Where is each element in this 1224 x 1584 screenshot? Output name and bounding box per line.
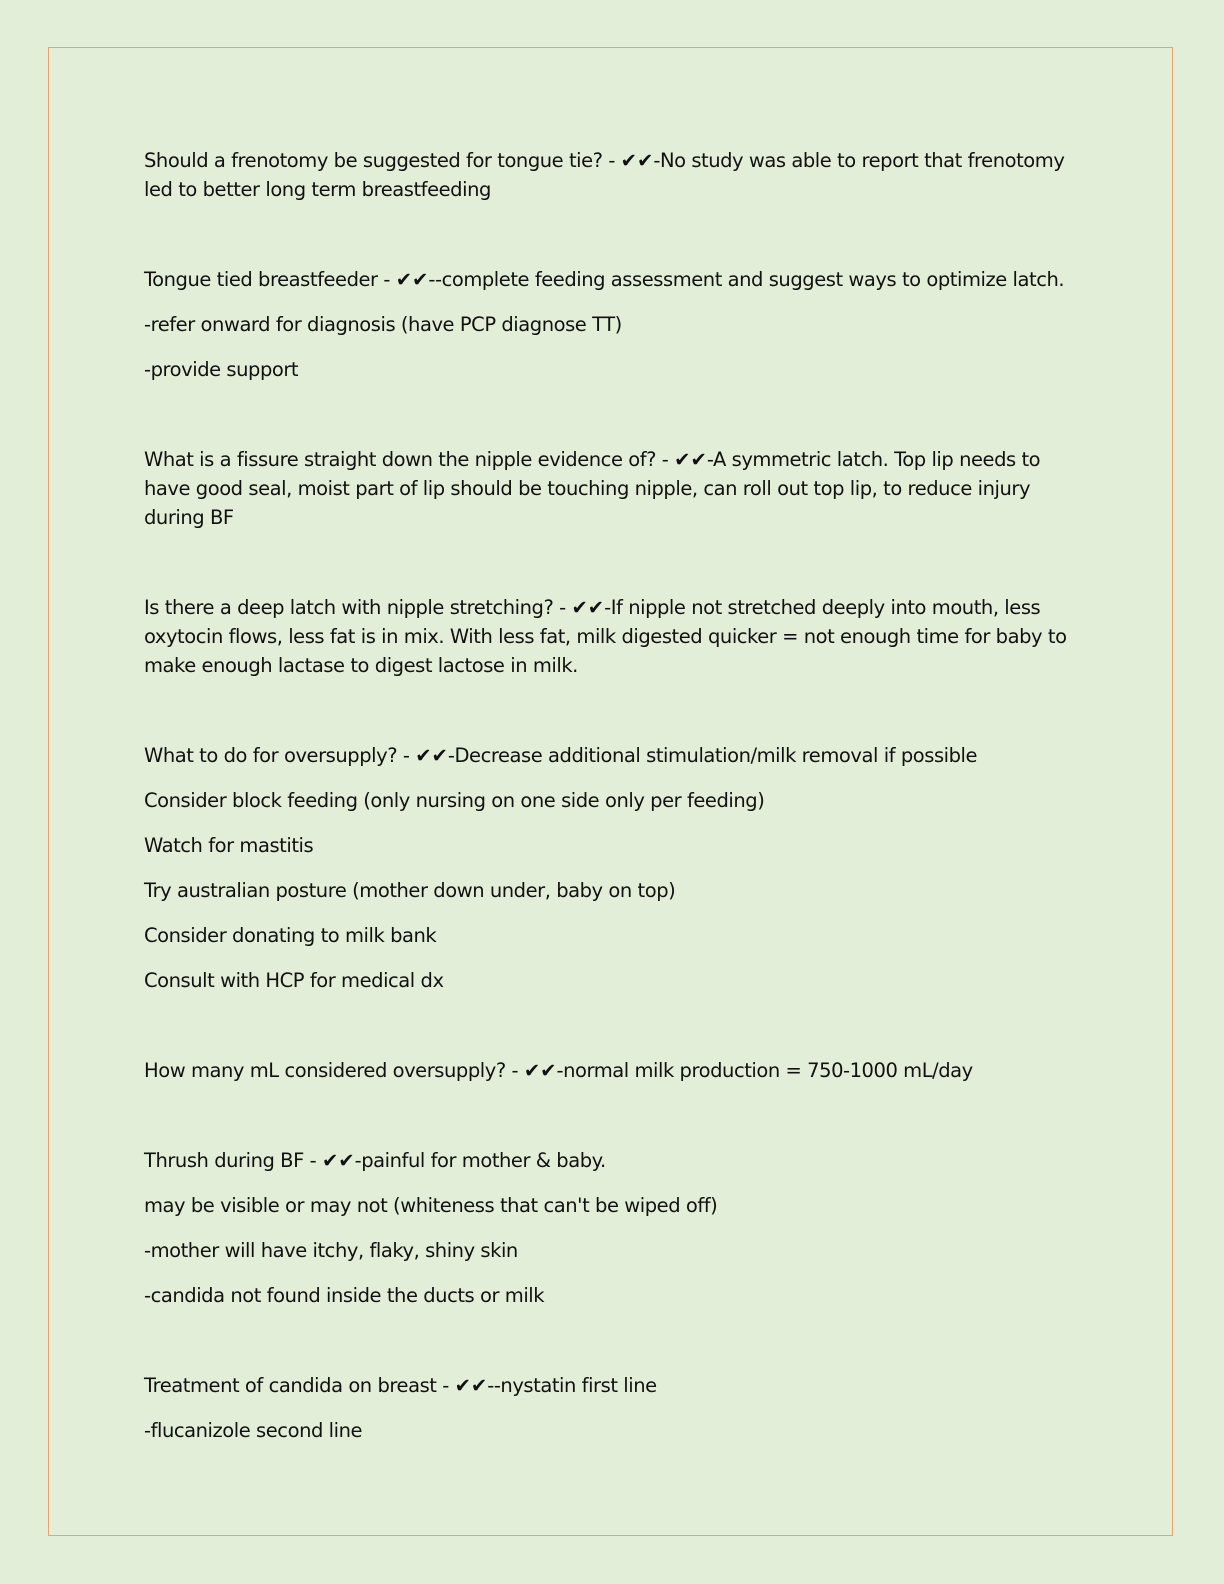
- check-mark-icon: ✔✔: [395, 268, 429, 291]
- flashcard: [144, 1146, 1084, 1310]
- flashcard: [144, 146, 1084, 204]
- question-text: How many mL considered oversupply? -: [144, 1059, 524, 1082]
- answer-prefix: -: [604, 596, 611, 619]
- question-text: Should a frenotomy be suggested for tongue tie? -: [144, 149, 621, 172]
- card-spacer: [144, 696, 1084, 741]
- question-text: What is a fissure straight down the nipple evidence of? -: [144, 448, 675, 471]
- flashcard-first-line: [144, 146, 1084, 204]
- card-spacer: [144, 1101, 1084, 1146]
- answer-line: -flucanizole second line: [144, 1419, 363, 1442]
- answer-line: Consider block feeding (only nursing on one side only per feeding): [144, 789, 765, 812]
- card-spacer: [144, 1326, 1084, 1371]
- flashcard-first-line: [144, 593, 1084, 680]
- flashcard-list: [144, 146, 1084, 1461]
- flashcard-first-line: [144, 445, 1084, 532]
- question-text: Treatment of candida on breast -: [144, 1374, 455, 1397]
- answer-prefix: -: [706, 448, 713, 471]
- answer-prefix: -: [447, 744, 455, 767]
- card-spacer: [144, 548, 1084, 593]
- check-mark-icon: ✔✔: [321, 1149, 355, 1172]
- answer-text: normal milk production = 750-1000 mL/day: [563, 1059, 973, 1082]
- flashcard: [144, 1056, 1084, 1085]
- answer-text: -nystatin first line: [493, 1374, 657, 1397]
- answer-line: Consider donating to milk bank: [144, 924, 437, 947]
- flashcard: [144, 593, 1084, 680]
- answer-prefix: -: [653, 149, 660, 172]
- flashcard-first-line: [144, 1146, 1084, 1175]
- question-text: What to do for oversupply? -: [144, 744, 416, 767]
- question-text: Is there a deep latch with nipple stretching? -: [144, 596, 572, 619]
- answer-text: If nipple not stretched deeply into mouth, less oxytocin flows, less fat is in mix. With less fat, milk digested quicker = not enough time for baby to make enough lactase to digest lactose in milk.: [144, 596, 1073, 677]
- answer-line: -refer onward for diagnosis (have PCP diagnose TT): [144, 313, 622, 336]
- flashcard: [144, 265, 1084, 384]
- flashcard-first-line: [144, 1371, 1084, 1400]
- answer-text: No study was able to report that frenotomy led to better long term breastfeeding: [144, 149, 1071, 201]
- question-text: Thrush during BF -: [144, 1149, 322, 1172]
- answer-prefix: -: [556, 1059, 564, 1082]
- check-mark-icon: ✔✔: [620, 149, 654, 172]
- card-spacer: [144, 400, 1084, 445]
- answer-line: Consult with HCP for medical dx: [144, 969, 444, 992]
- check-mark-icon: ✔✔: [674, 448, 707, 471]
- answer-prefix: -: [487, 1374, 494, 1397]
- answer-text: A symmetric latch. Top lip needs to have good seal, moist part of lip should be touching nipple, can roll out top lip, to reduce injury during BF: [144, 448, 1046, 529]
- flashcard-first-line: [144, 741, 1084, 770]
- card-spacer: [144, 220, 1084, 265]
- card-spacer: [144, 1011, 1084, 1056]
- answer-text: painful for mother & baby.: [361, 1149, 606, 1172]
- flashcard-first-line: [144, 1056, 1084, 1085]
- flashcard: [144, 445, 1084, 532]
- check-mark-icon: ✔✔: [454, 1374, 488, 1397]
- answer-line: Try australian posture (mother down under, baby on top): [144, 879, 676, 902]
- answer-line: -provide support: [144, 358, 299, 381]
- answer-text: Decrease additional stimulation/milk removal if possible: [454, 744, 978, 767]
- flashcard: [144, 1371, 1084, 1445]
- check-mark-icon: ✔✔: [523, 1059, 557, 1082]
- answer-text: -complete feeding assessment and suggest ways to optimize latch.: [435, 268, 1065, 291]
- check-mark-icon: ✔✔: [415, 744, 448, 767]
- answer-prefix: -: [354, 1149, 362, 1172]
- check-mark-icon: ✔✔: [571, 596, 605, 619]
- flashcard-first-line: [144, 265, 1084, 294]
- answer-line: Watch for mastitis: [144, 834, 314, 857]
- flashcard: [144, 741, 1084, 995]
- answer-line: -candida not found inside the ducts or milk: [144, 1284, 545, 1307]
- answer-line: -mother will have itchy, flaky, shiny skin: [144, 1239, 518, 1262]
- question-text: Tongue tied breastfeeder -: [144, 268, 396, 291]
- answer-line: may be visible or may not (whiteness that can't be wiped off): [144, 1194, 718, 1217]
- answer-prefix: -: [428, 268, 435, 291]
